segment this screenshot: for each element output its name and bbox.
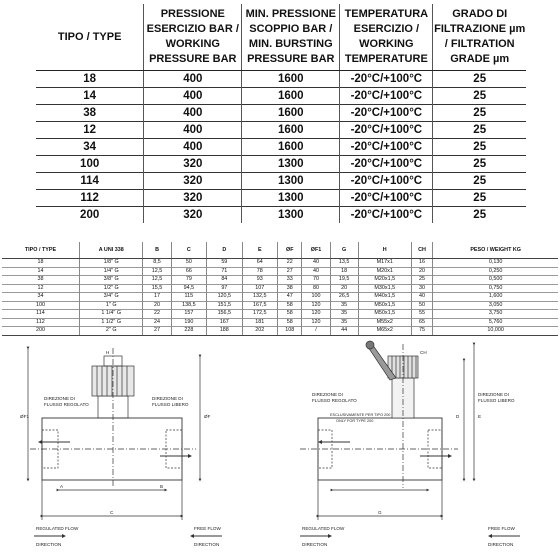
dimension-table-cell: 26,5 — [330, 293, 358, 302]
dimension-table-cell: 78 — [242, 267, 277, 276]
dimension-table-cell: 35 — [330, 301, 358, 310]
right-free-label-it: DIREZIONE DI — [478, 392, 509, 397]
left-regulated-label-en: REGULATED FLOW — [36, 526, 79, 531]
dimension-table-cell: M20x1,5 — [358, 276, 411, 285]
spec-table-cell: 25 — [433, 122, 526, 139]
dimension-table-cell: M50x1,5 — [358, 310, 411, 319]
right-free-label-en2: DIRECTION — [488, 542, 514, 547]
dimension-table-cell: 0,750 — [433, 284, 558, 293]
dimension-table-cell: 75 — [411, 327, 433, 336]
dimension-table-cell: 100 — [2, 301, 79, 310]
dimension-table-header: C — [171, 242, 206, 259]
spec-table-cell: 1600 — [242, 105, 340, 122]
spec-table-row — [36, 156, 526, 173]
dimension-table-cell: 18 — [2, 259, 79, 268]
spec-table-cell: 1600 — [242, 71, 340, 88]
spec-table-cell: -20°C/+100°C — [340, 105, 433, 122]
dimension-table — [2, 242, 558, 336]
dimension-table-cell: 172,5 — [242, 310, 277, 319]
dimension-table-cell: 59 — [207, 259, 242, 268]
dimension-table-cell: 200 — [2, 327, 79, 336]
dimension-table-cell: M20x1 — [358, 267, 411, 276]
spec-table-cell: -20°C/+100°C — [340, 71, 433, 88]
spec-table-cell: 25 — [433, 173, 526, 190]
dimension-table-row — [2, 318, 558, 327]
dimension-table-cell: 120,5 — [207, 293, 242, 302]
spec-table-cell: -20°C/+100°C — [340, 207, 433, 224]
dimension-table-cell: 167 — [207, 318, 242, 327]
spec-table-cell: 400 — [144, 71, 242, 88]
dimension-table-row — [2, 301, 558, 310]
dimension-table-cell: 0,250 — [433, 267, 558, 276]
dimension-table-cell: 33 — [278, 276, 302, 285]
dimension-table-cell: 156,5 — [207, 310, 242, 319]
dimension-table-cell: 3,050 — [433, 301, 558, 310]
spec-table-header-row — [36, 4, 526, 71]
spec-table-cell: 34 — [36, 139, 144, 156]
dimension-table-cell: 202 — [242, 327, 277, 336]
dimension-table-cell: 50 — [171, 259, 206, 268]
dimension-table-cell: M40x1,5 — [358, 293, 411, 302]
spec-table-cell: 200 — [36, 207, 144, 224]
left-regulated-label-it: DIREZIONE DI — [44, 396, 75, 401]
dimension-table-cell: 93 — [242, 276, 277, 285]
dimension-table-row — [2, 276, 558, 285]
dimension-table-cell: 181 — [242, 318, 277, 327]
spec-table-cell: 1600 — [242, 139, 340, 156]
left-free-label-it2: FLUSSO LIBERO — [152, 402, 189, 407]
left-free-label-en: FREE FLOW — [194, 526, 221, 531]
dimension-table-cell: 30 — [411, 284, 433, 293]
right-regulated-label-en: REGULATED FLOW — [302, 526, 345, 531]
dimension-table-cell: 27 — [143, 327, 171, 336]
dimension-table-cell: 1/4" G — [79, 267, 143, 276]
dimension-table-header: B — [143, 242, 171, 259]
dimension-table-cell: 1 1/4" G — [79, 310, 143, 319]
dimension-table-cell: 65 — [411, 318, 433, 327]
spec-table-cell: 25 — [433, 156, 526, 173]
dimension-table-cell: 1/8" G — [79, 259, 143, 268]
spec-table-cell: 14 — [36, 88, 144, 105]
spec-table-cell: 12 — [36, 122, 144, 139]
right-note-it: ESCLUSIVAMENTE PER TIPO 200 — [330, 413, 391, 417]
spec-table-cell: 38 — [36, 105, 144, 122]
spec-table-cell: 25 — [433, 88, 526, 105]
spec-table-cell: 320 — [144, 156, 242, 173]
dimension-table-cell: 40 — [302, 259, 330, 268]
dimension-table-header: A UNI 338 — [79, 242, 143, 259]
dimension-table-cell: 2" G — [79, 327, 143, 336]
dimension-table-cell: 22 — [278, 259, 302, 268]
dimension-table-cell: 114 — [2, 310, 79, 319]
right-free-label-en: FREE FLOW — [488, 526, 515, 531]
dimension-table-cell: 1,600 — [433, 293, 558, 302]
spec-table-cell: 400 — [144, 122, 242, 139]
dimension-table-header: ØF1 — [302, 242, 330, 259]
dimension-table-cell: 3/4" G — [79, 293, 143, 302]
dimension-table-cell: 100 — [302, 293, 330, 302]
dimension-table-cell: 5,760 — [433, 318, 558, 327]
dimension-table-cell: 108 — [278, 327, 302, 336]
dimension-table-cell: 97 — [207, 284, 242, 293]
dimension-table-row — [2, 284, 558, 293]
dimension-table-cell: 19,5 — [330, 276, 358, 285]
dimension-table-cell: 17 — [143, 293, 171, 302]
dimension-table-cell: 40 — [411, 293, 433, 302]
right-free-label-it2: FLUSSO LIBERO — [478, 398, 515, 403]
spec-table-cell: 25 — [433, 190, 526, 207]
spec-table-row — [36, 105, 526, 122]
dimension-table-row — [2, 310, 558, 319]
dimension-table-cell: 55 — [411, 310, 433, 319]
spec-table-cell: 1300 — [242, 207, 340, 224]
dimension-table-cell: 50 — [411, 301, 433, 310]
dimension-table-cell: 79 — [171, 276, 206, 285]
spec-table-cell: -20°C/+100°C — [340, 156, 433, 173]
dimension-table-cell: 16 — [411, 259, 433, 268]
dimension-table-cell: 20 — [143, 301, 171, 310]
spec-header-temperature: TEMPERATURA ESERCIZIO / WORKING TEMPERATURE — [340, 4, 433, 71]
spec-header-bursting-pressure: MIN. PRESSIONE SCOPPIO BAR / MIN. BURSTING PRESSURE BAR — [242, 4, 340, 71]
spec-table-cell: 25 — [433, 207, 526, 224]
dimension-table-cell: 0,130 — [433, 259, 558, 268]
spec-table-cell: 114 — [36, 173, 144, 190]
dimension-table-row — [2, 293, 558, 302]
spec-table-cell: 25 — [433, 71, 526, 88]
dim-label-f: ØF — [204, 414, 211, 419]
dim-label-e: E — [478, 414, 482, 419]
spec-header-filtration: GRADO DI FILTRAZIONE µm / FILTRATION GRADE µm — [433, 4, 526, 71]
spec-table-cell: 1600 — [242, 88, 340, 105]
dimension-table-cell: 0,500 — [433, 276, 558, 285]
dimension-table-cell: 66 — [171, 267, 206, 276]
spec-header-type: TIPO / TYPE — [36, 4, 144, 71]
spec-table-row — [36, 88, 526, 105]
dim-label-b: B — [160, 484, 164, 489]
dimension-table-cell: 94,5 — [171, 284, 206, 293]
dimension-table-cell: 35 — [330, 310, 358, 319]
dim-label-c: C — [110, 510, 114, 515]
dimension-table-cell: 44 — [330, 327, 358, 336]
dimension-table-cell: 120 — [302, 318, 330, 327]
left-free-label-en2: DIRECTION — [194, 542, 220, 547]
dim-label-d: D — [456, 414, 460, 419]
spec-table-cell: 400 — [144, 105, 242, 122]
spec-table-cell: 1300 — [242, 173, 340, 190]
spec-table-row — [36, 207, 526, 224]
dimension-table-cell: 12,5 — [143, 267, 171, 276]
dimension-table-cell: 12,5 — [143, 276, 171, 285]
spec-table-row — [36, 139, 526, 156]
dimension-table-header-row — [2, 242, 558, 259]
spec-table — [36, 4, 526, 223]
dimension-table-cell: M30x1,5 — [358, 284, 411, 293]
dimension-table-cell: 228 — [171, 327, 206, 336]
dimension-table-cell: M50x1,5 — [358, 301, 411, 310]
dimension-table-cell: 84 — [207, 276, 242, 285]
dimension-table-cell: 190 — [171, 318, 206, 327]
left-regulated-label-it2: FLUSSO REGOLATO — [44, 402, 89, 407]
dimension-table-cell: 1 1/2" G — [79, 318, 143, 327]
dimension-table-header: TIPO / TYPE — [2, 242, 79, 259]
dim-label-ch: CH — [420, 350, 427, 355]
dimension-table-cell: 8,5 — [143, 259, 171, 268]
dimension-table-cell: 132,5 — [242, 293, 277, 302]
dimension-table-cell: 120 — [302, 310, 330, 319]
spec-table-cell: 320 — [144, 173, 242, 190]
spec-table-cell: 25 — [433, 105, 526, 122]
right-valve-drawing — [300, 341, 520, 536]
dimension-table-cell: 3/8" G — [79, 276, 143, 285]
spec-table-cell: 1600 — [242, 122, 340, 139]
dimension-table-cell: 14 — [2, 267, 79, 276]
dimension-table-cell: 115 — [171, 293, 206, 302]
dimension-table-cell: 58 — [278, 310, 302, 319]
dimension-table-cell: 58 — [278, 318, 302, 327]
spec-table-cell: 1300 — [242, 190, 340, 207]
spec-table-cell: -20°C/+100°C — [340, 122, 433, 139]
dimension-table-cell: 151,5 — [207, 301, 242, 310]
dimension-table-cell: 12 — [2, 284, 79, 293]
dimension-table-cell: 1/2" G — [79, 284, 143, 293]
dimension-table-cell: 15,5 — [143, 284, 171, 293]
dimension-table-cell: 38 — [278, 284, 302, 293]
dimension-table-cell: 112 — [2, 318, 79, 327]
dimension-table-header: H — [358, 242, 411, 259]
dimension-table-cell: 58 — [278, 301, 302, 310]
dimension-table-cell: 107 — [242, 284, 277, 293]
dim-label-g: G — [378, 510, 382, 515]
left-valve-drawing — [28, 348, 222, 536]
right-regulated-label-it2: FLUSSO REGOLATO — [312, 398, 357, 403]
spec-table-cell: 400 — [144, 139, 242, 156]
dimension-table-cell: 35 — [330, 318, 358, 327]
dimension-table-cell: 3,750 — [433, 310, 558, 319]
dimension-table-cell: 34 — [2, 293, 79, 302]
dimension-table-cell: M65x2 — [358, 327, 411, 336]
dimension-table-cell: 10,000 — [433, 327, 558, 336]
dimension-table-cell: 80 — [302, 284, 330, 293]
dimension-table-cell: / — [302, 327, 330, 336]
dimension-table-cell: 188 — [207, 327, 242, 336]
dimension-table-row — [2, 267, 558, 276]
spec-table-cell: 25 — [433, 139, 526, 156]
dimension-table-cell: 1" G — [79, 301, 143, 310]
dimension-table-cell: 47 — [278, 293, 302, 302]
dimension-table-cell: 25 — [411, 276, 433, 285]
dimension-table-cell: 167,5 — [242, 301, 277, 310]
spec-table-cell: -20°C/+100°C — [340, 190, 433, 207]
dimension-table-header: ØF — [278, 242, 302, 259]
spec-table-cell: -20°C/+100°C — [340, 139, 433, 156]
dimension-table-header: CH — [411, 242, 433, 259]
dimension-table-cell: 18 — [330, 267, 358, 276]
left-free-label-it: DIREZIONE DI — [152, 396, 183, 401]
dimension-table-cell: 40 — [302, 267, 330, 276]
dimension-table-cell: 38 — [2, 276, 79, 285]
dimension-table-cell: 64 — [242, 259, 277, 268]
right-regulated-label-en2: DIRECTION — [302, 542, 328, 547]
dimension-table-header: G — [330, 242, 358, 259]
spec-table-cell: 320 — [144, 190, 242, 207]
dimension-table-cell: 138,5 — [171, 301, 206, 310]
dimension-table-header: PESO / WEIGHT KG — [433, 242, 558, 259]
dimension-table-cell: 27 — [278, 267, 302, 276]
spec-table-row — [36, 122, 526, 139]
dimension-table-cell: 20 — [330, 284, 358, 293]
spec-table-row — [36, 71, 526, 88]
spec-table-cell: 320 — [144, 207, 242, 224]
spec-table-cell: 1300 — [242, 156, 340, 173]
dimension-table-row — [2, 327, 558, 336]
dimension-table-cell: 70 — [302, 276, 330, 285]
dimension-table-row — [2, 259, 558, 268]
dim-label-h: H — [106, 350, 110, 355]
spec-table-cell: 112 — [36, 190, 144, 207]
spec-table-cell: 400 — [144, 88, 242, 105]
dimension-table-cell: 120 — [302, 301, 330, 310]
right-regulated-label-it: DIREZIONE DI — [312, 392, 343, 397]
spec-table-row — [36, 190, 526, 207]
spec-table-cell: 100 — [36, 156, 144, 173]
dimension-table-cell: 24 — [143, 318, 171, 327]
spec-table-row — [36, 173, 526, 190]
dimension-table-cell: M17x1 — [358, 259, 411, 268]
spec-table-cell: -20°C/+100°C — [340, 173, 433, 190]
dim-label-a: A — [60, 484, 64, 489]
dimension-table-cell: M55x2 — [358, 318, 411, 327]
dimension-table-header: D — [207, 242, 242, 259]
dimension-table-cell: 71 — [207, 267, 242, 276]
dimension-table-cell: 22 — [143, 310, 171, 319]
spec-table-cell: 18 — [36, 71, 144, 88]
dimension-table-cell: 20 — [411, 267, 433, 276]
spec-header-working-pressure: PRESSIONE ESERCIZIO BAR / WORKING PRESSURE BAR — [144, 4, 242, 71]
right-note-en: ONLY FOR TYPE 200 — [336, 419, 374, 423]
spec-table-cell: -20°C/+100°C — [340, 88, 433, 105]
technical-drawings — [0, 338, 560, 560]
dimension-table-cell: 157 — [171, 310, 206, 319]
dimension-table-header: E — [242, 242, 277, 259]
dimension-table-cell: 13,5 — [330, 259, 358, 268]
left-regulated-label-en2: DIRECTION — [36, 542, 62, 547]
dim-label-f1: ØF1 — [20, 414, 29, 419]
